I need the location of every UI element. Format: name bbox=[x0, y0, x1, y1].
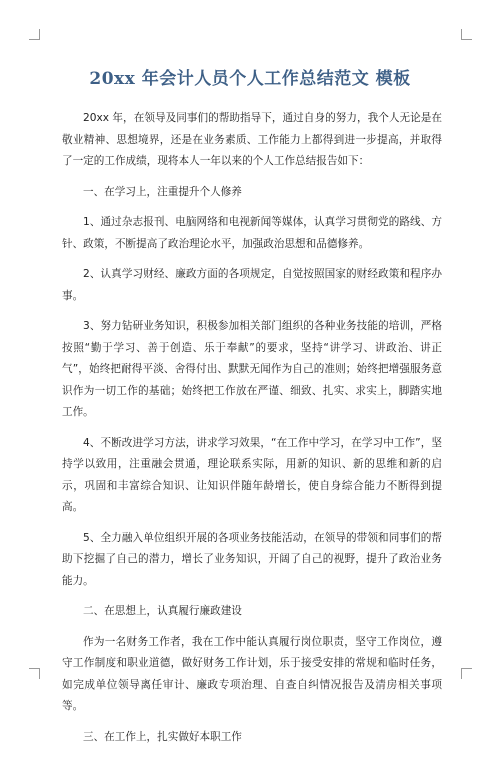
study-item-5: 5、全力融入单位组织开展的各项业务技能活动，在领导的带领和同事们的帮助下挖掘了自己的潜力，增长了业务知识，开阔了自己的视野，提升了政治业务能力。 bbox=[62, 531, 442, 587]
study-item-3: 3、努力钻研业务知识，积极参加相关部门组织的各种业务技能的培训，严格按照“勤于学习、善于创造、乐于奉献”的要求，坚持“讲学习、讲政治、讲正气”，始终把耐得平淡、舍得付出、默默无闻作为自己的准则；始终把增强服务意识作为一切工作的基础；始终把工作放在严谨、细致、扎实、求实上，脚踏实地工作。 bbox=[62, 320, 442, 418]
corner-mark-top-right bbox=[461, 29, 472, 40]
section-heading-study: 一、在学习上，注重提升个人修养 bbox=[83, 185, 242, 198]
thought-paragraph: 作为一名财务工作者，我在工作中能认真履行岗位职责，坚守工作岗位，遵守工作制度和职业道德，做好财务工作计划，乐于接受安排的常规和临时任务，如完成单位领导离任审计、廉政专项治理、自查自纠情况报告及清房相关事项等。 bbox=[62, 635, 442, 712]
document-title: 20xx 年会计人员个人工作总结范文 模板 bbox=[89, 69, 411, 89]
section-heading-thought: 二、在思想上，认真履行廉政建设 bbox=[83, 605, 242, 617]
corner-mark-bottom-left bbox=[29, 668, 40, 679]
study-item-1: 1、通过杂志报刊、电脑网络和电视新闻等媒体，认真学习贯彻党的路线、方针、政策，不断提高了政治理论水平，加强政治思想和品德修养。 bbox=[62, 216, 442, 250]
intro-paragraph: 20xx 年，在领导及同事们的帮助指导下，通过自身的努力，我个人无论是在敬业精神、思想境界，还是在业务素质、工作能力上都得到进一步提高，并取得了一定的工作成绩，现将本人一年以来的个人工作总结报告如下： bbox=[62, 112, 442, 167]
corner-mark-bottom-right bbox=[461, 668, 472, 679]
study-item-4: 4、不断改进学习方法，讲求学习效果，“在工作中学习，在学习中工作”，坚持学以致用，注重融会贯通，理论联系实际，用新的知识、新的思维和新的启示，巩固和丰富综合知识、让知识伴随年龄增长，使自身综合能力不断得到提高。 bbox=[62, 436, 442, 513]
document-body bbox=[62, 108, 442, 757]
study-item-2: 2、认真学习财经、廉政方面的各项规定，自觉按照国家的财经政策和程序办事。 bbox=[62, 268, 442, 302]
section-heading-work: 三、在工作上，扎实做好本职工作 bbox=[83, 730, 242, 743]
corner-mark-top-left bbox=[29, 29, 40, 40]
